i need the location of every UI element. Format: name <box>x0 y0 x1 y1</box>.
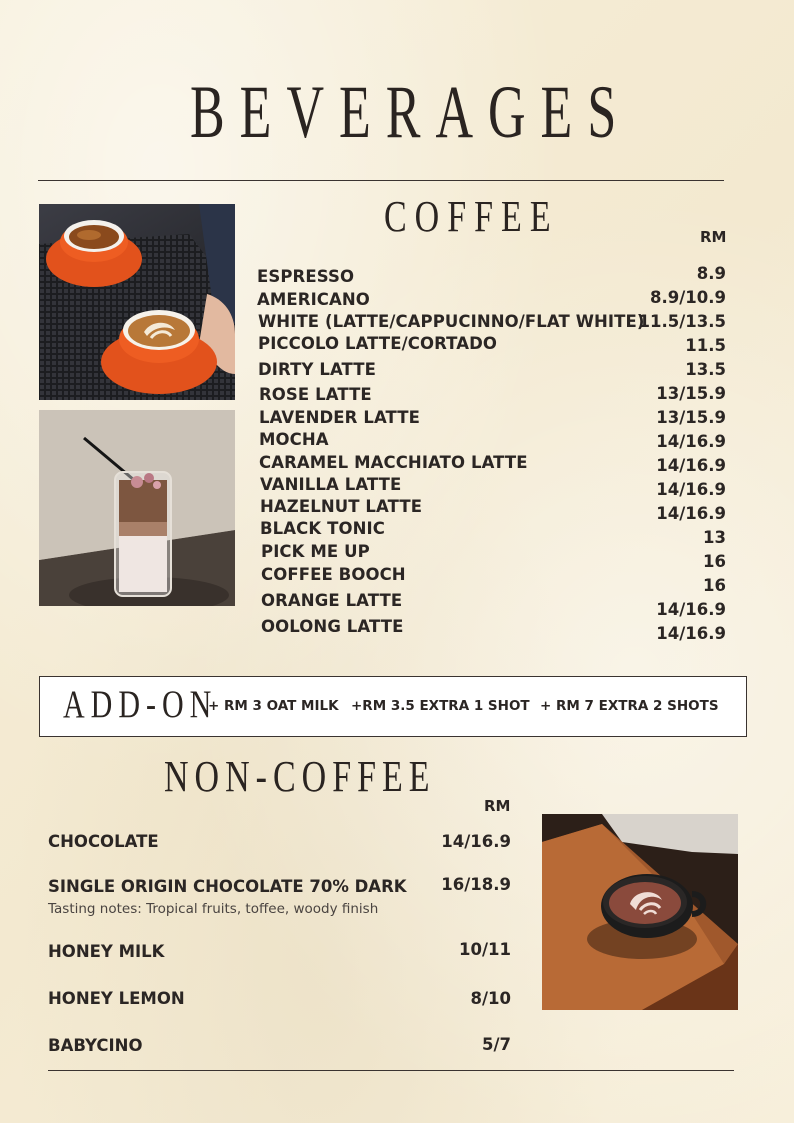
coffee-item-price: 8.9/10.9 <box>650 288 726 307</box>
coffee-item-name: PICCOLO LATTE/CORTADO <box>258 334 498 353</box>
coffee-item-name: LAVENDER LATTE <box>259 408 420 427</box>
coffee-item-name: PICK ME UP <box>261 542 370 561</box>
coffee-item-name: AMERICANO <box>257 290 370 309</box>
non-coffee-item-price: 16/18.9 <box>441 875 511 894</box>
coffee-item-price: 16 <box>703 576 726 595</box>
non-coffee-currency-label: RM <box>484 797 511 815</box>
title-divider <box>38 180 724 181</box>
non-coffee-item-price: 8/10 <box>470 989 511 1008</box>
coffee-item-name: VANILLA LATTE <box>260 475 402 494</box>
coffee-item-price: 14/16.9 <box>656 480 726 499</box>
addon-extra-1-shot: +RM 3.5 EXTRA 1 SHOT <box>351 698 530 714</box>
tasting-notes: Tasting notes: Tropical fruits, toffee, woody finish <box>48 901 379 917</box>
non-coffee-item-name: HONEY MILK <box>48 942 165 961</box>
coffee-currency-label: RM <box>700 228 727 246</box>
non-coffee-item-name: BABYCINO <box>48 1036 143 1055</box>
coffee-item-price: 14/16.9 <box>656 624 726 643</box>
addon-extra-2-shots: + RM 7 EXTRA 2 SHOTS <box>540 698 719 714</box>
coffee-item-price: 13.5 <box>685 360 726 379</box>
addon-oat-milk: + RM 3 OAT MILK <box>208 698 339 714</box>
espresso-and-latte-photo <box>39 204 235 400</box>
coffee-heading: COFFEE <box>384 193 559 242</box>
coffee-item-name: CARAMEL MACCHIATO LATTE <box>259 453 528 472</box>
hot-chocolate-photo <box>542 814 738 1010</box>
coffee-item-price: 14/16.9 <box>656 456 726 475</box>
coffee-item-name: COFFEE BOOCH <box>261 565 406 584</box>
coffee-item-name: WHITE (LATTE/CAPPUCINNO/FLAT WHITE) <box>258 312 645 331</box>
coffee-item-name: HAZELNUT LATTE <box>260 497 423 516</box>
coffee-item-name: ORANGE LATTE <box>261 591 403 610</box>
coffee-item-price: 13/15.9 <box>656 384 726 403</box>
non-coffee-heading: NON-COFFEE <box>164 753 436 802</box>
coffee-item-price: 11.5/13.5 <box>638 312 726 331</box>
non-coffee-item-price: 10/11 <box>459 940 511 959</box>
iced-rose-latte-photo <box>39 410 235 606</box>
coffee-item-name: OOLONG LATTE <box>261 617 404 636</box>
addon-heading: ADD-ON <box>63 683 218 727</box>
coffee-item-name: MOCHA <box>259 430 329 449</box>
non-coffee-item-name: SINGLE ORIGIN CHOCOLATE 70% DARK <box>48 877 407 896</box>
coffee-item-price: 14/16.9 <box>656 600 726 619</box>
coffee-item-name: ESPRESSO <box>257 267 355 286</box>
coffee-item-price: 13 <box>703 528 726 547</box>
coffee-item-price: 11.5 <box>685 336 726 355</box>
coffee-item-price: 14/16.9 <box>656 504 726 523</box>
non-coffee-item-name: CHOCOLATE <box>48 832 159 851</box>
bottom-divider <box>48 1070 734 1071</box>
non-coffee-item-name: HONEY LEMON <box>48 989 185 1008</box>
coffee-item-name: BLACK TONIC <box>260 519 385 538</box>
coffee-item-name: ROSE LATTE <box>259 385 372 404</box>
coffee-item-price: 8.9 <box>696 264 726 283</box>
coffee-item-price: 13/15.9 <box>656 408 726 427</box>
coffee-item-price: 16 <box>703 552 726 571</box>
coffee-item-name: DIRTY LATTE <box>258 360 377 379</box>
non-coffee-item-price: 14/16.9 <box>441 832 511 851</box>
page-title: BEVERAGES <box>190 71 632 155</box>
coffee-item-price: 14/16.9 <box>656 432 726 451</box>
non-coffee-item-price: 5/7 <box>482 1035 511 1054</box>
